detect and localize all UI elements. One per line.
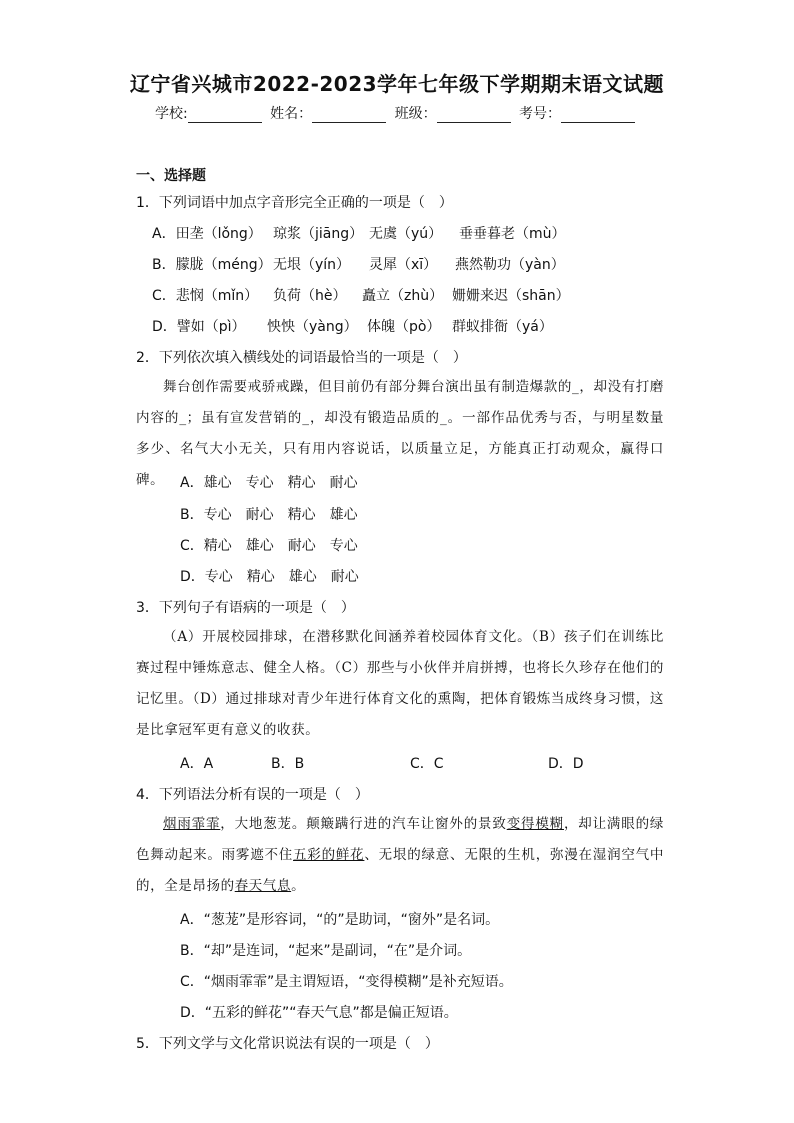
q1-c-3: 矗立（zhù） bbox=[362, 288, 444, 304]
id-label: 考号： bbox=[519, 106, 562, 122]
q1-c-4: 姗姗来迟（shān） bbox=[452, 288, 570, 304]
q1-a-1: A．田垄（lǒng） bbox=[152, 226, 262, 242]
q1-b-1: B．朦胧（méng） bbox=[152, 257, 272, 273]
q1-d-2: 怏怏（yàng） bbox=[267, 319, 358, 335]
q4-passage bbox=[136, 809, 664, 902]
q4-underline-4: 春天气息 bbox=[234, 878, 292, 894]
q1-c-1: C．悲悯（mǐn） bbox=[152, 288, 259, 304]
q4-text-3: 、无垠的绿意、无限的生机，弥漫在湿润空气中的，全是昂扬的 bbox=[136, 847, 664, 894]
q4-option-a[interactable]: A．“葱茏”是形容词，“的”是助词，“窗外”是名词。 bbox=[180, 912, 500, 928]
q1-stem: 1．下列词语中加点字音形完全正确的一项是（ ） bbox=[136, 195, 453, 211]
q1-a-3: 无虞（yú） bbox=[369, 226, 443, 242]
name-blank[interactable] bbox=[312, 106, 386, 123]
q1-c-2: 负荷（hè） bbox=[273, 288, 347, 304]
q3-option-d[interactable]: D．D bbox=[548, 756, 584, 772]
student-info-row bbox=[0, 103, 794, 123]
q3-option-c[interactable]: C．C bbox=[410, 756, 444, 772]
q3-stem: 3．下列句子有语病的一项是（ ） bbox=[136, 600, 355, 616]
q1-d-4: 群蚁排衙（yá） bbox=[452, 319, 553, 335]
q3-passage: （A）开展校园排球，在潜移默化间涵养着校园体育文化。（B）孩子们在训练比赛过程中锤炼意志、健全人格。（C）那些与小伙伴并肩拼搏，也将长久珍存在他们的记忆里。（D）通过排球对青少年进行体育文化的熏陶，把体育锻炼当成终身习惯，这是比拿冠军更有意义的收获。 bbox=[136, 629, 664, 738]
q2-option-d[interactable]: D．专心 精心 雄心 耐心 bbox=[180, 569, 359, 585]
school-label: 学校: bbox=[154, 106, 188, 122]
q1-b-4: 燕然勒功（yàn） bbox=[455, 257, 565, 273]
name-label: 姓名： bbox=[270, 106, 313, 122]
q1-d-1: D．譬如（pì） bbox=[152, 319, 246, 335]
q1-b-2: 无垠（yín） bbox=[273, 257, 351, 273]
q4-stem: 4．下列语法分析有误的一项是（ ） bbox=[136, 787, 369, 803]
q2-option-a[interactable]: A．雄心 专心 精心 耐心 bbox=[180, 475, 358, 491]
q4-option-d[interactable]: D．“五彩的鲜花”“春天气息”都是偏正短语。 bbox=[180, 1005, 458, 1021]
q1-d-3: 体魄（pò） bbox=[367, 319, 441, 335]
q4-underline-2: 变得模糊 bbox=[506, 816, 564, 832]
section-heading: 一、选择题 bbox=[136, 168, 206, 184]
class-blank[interactable] bbox=[437, 106, 511, 123]
q1-a-4: 垂垂暮老（mù） bbox=[459, 226, 566, 242]
q2-option-b[interactable]: B．专心 耐心 精心 雄心 bbox=[180, 507, 358, 523]
exam-title: 辽宁省兴城市2022-2023学年七年级下学期期末语文试题 bbox=[129, 72, 665, 96]
q4-text-4: 。 bbox=[291, 878, 306, 894]
q4-underline-1: 烟雨霏霏 bbox=[163, 816, 221, 832]
q1-a-2: 琼浆（jiāng） bbox=[273, 226, 364, 242]
q5-stem: 5．下列文学与文化常识说法有误的一项是（ ） bbox=[136, 1036, 439, 1052]
q4-option-c[interactable]: C．“烟雨霏霏”是主谓短语，“变得模糊”是补充短语。 bbox=[180, 974, 513, 990]
q3-option-b[interactable]: B．B bbox=[271, 756, 305, 772]
q4-option-b[interactable]: B．“却”是连词，“起来”是副词，“在”是介词。 bbox=[180, 943, 472, 959]
q4-underline-3: 五彩的鲜花 bbox=[293, 847, 365, 863]
id-blank[interactable] bbox=[561, 106, 635, 123]
q2-option-c[interactable]: C．精心 雄心 耐心 专心 bbox=[180, 538, 358, 554]
q3-option-a[interactable]: A．A bbox=[180, 756, 214, 772]
q2-stem: 2．下列依次填入横线处的词语最恰当的一项是（ ） bbox=[136, 350, 467, 366]
class-label: 班级： bbox=[394, 106, 437, 122]
q4-text-2: ，却让满眼的绿色舞动起来。雨雾遮不住 bbox=[136, 816, 664, 863]
q4-text-1: ，大地葱茏。颠簸蹒行进的汽车让窗外的景致 bbox=[220, 816, 507, 832]
q1-b-3: 灵犀（xī） bbox=[369, 257, 438, 273]
school-blank[interactable] bbox=[188, 106, 262, 123]
q2-passage: 舞台创作需要戒骄戒躁，但目前仍有部分舞台演出虽有制造爆款的_，却没有打磨内容的_；虽有宣发营销的_，却没有锻造品质的_。一部作品优秀与否，与明星数量多少、名气大小无关，只有用内容说话，以质量立足，方能真正打动观众，赢得口碑。 bbox=[136, 379, 664, 488]
